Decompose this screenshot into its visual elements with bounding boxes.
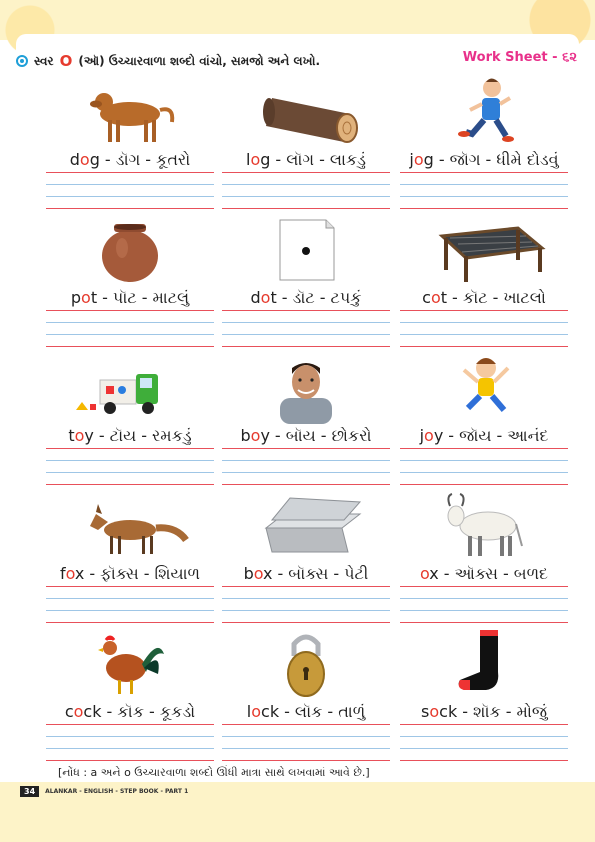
english-word <box>65 702 102 721</box>
writing-line <box>400 610 568 611</box>
word-prefix: c <box>422 288 431 307</box>
separator: - <box>443 564 450 583</box>
word-vowel: o <box>65 564 75 583</box>
writing-line <box>400 598 568 599</box>
word-vowel: o <box>251 702 262 721</box>
lock-icon <box>222 628 390 700</box>
word-vowel: o <box>81 288 91 307</box>
separator: - <box>327 702 334 721</box>
separator: - <box>104 150 111 169</box>
meaning: છોકરો <box>331 426 372 445</box>
instruction-prefix: સ્વર <box>34 53 54 68</box>
word-line <box>46 150 214 170</box>
separator: - <box>320 426 327 445</box>
separator: - <box>438 150 445 169</box>
writing-line <box>222 748 390 749</box>
english-word <box>244 564 273 583</box>
word-prefix: l <box>246 150 251 169</box>
meaning: ટપકું <box>330 288 362 307</box>
separator: - <box>462 702 468 721</box>
separator: - <box>284 702 290 721</box>
writing-line <box>400 484 568 485</box>
word-prefix: s <box>421 702 430 721</box>
writing-line <box>46 334 214 335</box>
meaning: આનંદ <box>507 426 549 445</box>
writing-line <box>222 598 390 599</box>
english-word <box>71 288 97 307</box>
writing-line <box>222 322 390 323</box>
writing-line <box>400 448 568 449</box>
writing-line <box>400 724 568 725</box>
word-prefix: j <box>409 150 414 169</box>
writing-line <box>222 586 390 587</box>
separator: - <box>485 150 492 169</box>
writing-line <box>222 196 390 197</box>
word-suffix: y <box>260 426 270 445</box>
separator: - <box>274 426 281 445</box>
english-word <box>247 702 279 721</box>
english-word <box>250 288 276 307</box>
meaning: મોજું <box>516 702 547 721</box>
writing-line <box>46 736 214 737</box>
separator: - <box>106 702 113 721</box>
separator: - <box>319 150 325 169</box>
writing-line <box>222 622 390 623</box>
word-vowel: o <box>413 150 424 169</box>
writing-line <box>46 586 214 587</box>
english-word <box>60 564 84 583</box>
word-vowel: o <box>260 288 271 307</box>
writing-line <box>400 586 568 587</box>
writing-line <box>222 208 390 209</box>
bullet-icon <box>16 55 28 67</box>
word-line <box>46 288 214 308</box>
word-line <box>222 702 390 722</box>
writing-line <box>46 448 214 449</box>
word-line <box>46 564 214 584</box>
writing-line <box>46 172 214 173</box>
sock-icon <box>400 628 568 700</box>
writing-line <box>46 208 214 209</box>
word-prefix: p <box>70 288 82 307</box>
instruction-vowel: O <box>59 52 73 70</box>
word-suffix: x <box>74 564 85 583</box>
writing-line <box>222 346 390 347</box>
word-suffix: g <box>260 150 271 169</box>
pronunciation: શૉક <box>473 702 501 721</box>
separator: - <box>141 426 147 445</box>
word-prefix: d <box>69 150 80 169</box>
writing-line <box>400 346 568 347</box>
pronunciation: લૉગ <box>286 150 315 169</box>
meaning: શિયાળ <box>154 564 201 583</box>
separator: - <box>275 150 282 169</box>
worksheet-label: Work Sheet - ૬૨ <box>462 50 577 65</box>
word-line <box>46 426 214 446</box>
english-word <box>68 426 94 445</box>
separator: - <box>319 288 326 307</box>
page-number: 34 <box>20 786 39 797</box>
separator: - <box>448 426 455 445</box>
word-suffix: ck <box>83 702 102 721</box>
word-vowel: o <box>424 426 434 445</box>
writing-line <box>46 598 214 599</box>
instruction <box>16 50 320 72</box>
writing-line <box>400 196 568 197</box>
dot-icon <box>222 214 390 286</box>
dog-icon <box>46 76 214 148</box>
word-vowel: o <box>430 288 441 307</box>
meaning: ખાટલો <box>503 288 546 307</box>
word-prefix: b <box>240 426 251 445</box>
writing-line <box>46 760 214 761</box>
word-prefix: d <box>250 288 261 307</box>
word-prefix: b <box>243 564 254 583</box>
instruction-text: (ઑ) ઉચ્ચારવાળા શબ્દો વાંચો, સમજો અને લખો. <box>78 53 321 68</box>
separator: - <box>452 288 458 307</box>
word-line <box>400 564 568 584</box>
cot-icon <box>400 214 568 286</box>
separator: - <box>281 288 288 307</box>
footer <box>20 786 188 797</box>
writing-line <box>46 472 214 473</box>
writing-line <box>400 184 568 185</box>
separator: - <box>102 288 108 307</box>
cock-icon <box>46 628 214 700</box>
separator: - <box>277 564 284 583</box>
word-line <box>400 150 568 170</box>
separator: - <box>145 150 152 169</box>
writing-line <box>222 184 390 185</box>
word-line <box>222 150 390 170</box>
ox-icon <box>400 490 568 562</box>
pronunciation: બૉય <box>285 426 316 445</box>
box-icon <box>222 490 390 562</box>
writing-line <box>46 460 214 461</box>
word-vowel: o <box>250 426 261 445</box>
meaning: લાકડું <box>329 150 366 169</box>
english-word <box>240 426 269 445</box>
word-prefix: f <box>59 564 66 583</box>
writing-line <box>46 310 214 311</box>
writing-line <box>222 334 390 335</box>
writing-line <box>46 196 214 197</box>
word-prefix: t <box>68 426 75 445</box>
meaning: કૂતરો <box>156 150 191 169</box>
meaning: રમકડું <box>152 426 192 445</box>
writing-line <box>46 748 214 749</box>
writing-line <box>222 172 390 173</box>
meaning: ધીમે દોડવું <box>496 150 559 169</box>
english-word <box>246 150 270 169</box>
writing-line <box>222 460 390 461</box>
pronunciation: ડૉગ <box>115 150 141 169</box>
word-vowel: o <box>74 426 85 445</box>
separator: - <box>89 564 96 583</box>
pronunciation: કૉટ <box>462 288 488 307</box>
word-suffix: g <box>423 150 434 169</box>
writing-line <box>46 622 214 623</box>
writing-line <box>222 448 390 449</box>
meaning: પેટી <box>344 564 369 583</box>
word-prefix: j <box>419 426 425 445</box>
writing-line <box>46 484 214 485</box>
word-line <box>46 702 214 722</box>
separator: - <box>98 426 105 445</box>
meaning: માટલું <box>152 288 190 307</box>
separator: - <box>143 564 150 583</box>
word-suffix: x <box>263 564 273 583</box>
writing-line <box>46 724 214 725</box>
word-suffix: ck <box>261 702 280 721</box>
word-line <box>400 702 568 722</box>
writing-line <box>400 472 568 473</box>
writing-line <box>222 484 390 485</box>
word-suffix: t <box>90 288 98 307</box>
writing-line <box>46 346 214 347</box>
toy-icon <box>46 352 214 424</box>
writing-line <box>400 760 568 761</box>
word-line <box>400 426 568 446</box>
word-prefix: l <box>246 702 252 721</box>
word-suffix: t <box>270 288 277 307</box>
writing-line <box>222 610 390 611</box>
writing-line <box>400 208 568 209</box>
pronunciation: ટૉય <box>109 426 137 445</box>
writing-line <box>46 322 214 323</box>
word-line <box>222 564 390 584</box>
writing-line <box>222 472 390 473</box>
word-suffix: y <box>84 426 94 445</box>
pronunciation: પૉટ <box>112 288 137 307</box>
separator: - <box>149 702 155 721</box>
joy-icon <box>400 352 568 424</box>
pronunciation: જૉગ <box>449 150 481 169</box>
writing-line <box>46 610 214 611</box>
writing-line <box>400 310 568 311</box>
english-word <box>420 564 439 583</box>
separator: - <box>492 288 499 307</box>
writing-line <box>400 172 568 173</box>
pronunciation: બૉક્સ <box>288 564 329 583</box>
separator: - <box>141 288 148 307</box>
pronunciation: ઑક્સ <box>454 564 498 583</box>
word-vowel: o <box>250 150 261 169</box>
separator: - <box>505 702 512 721</box>
writing-line <box>222 724 390 725</box>
word-vowel: o <box>419 564 430 583</box>
pot-icon <box>46 214 214 286</box>
english-word <box>420 426 444 445</box>
boy-icon <box>222 352 390 424</box>
writing-line <box>400 334 568 335</box>
word-line <box>400 288 568 308</box>
pronunciation: જૉય <box>459 426 492 445</box>
writing-line <box>222 310 390 311</box>
word-suffix: x <box>429 564 439 583</box>
word-suffix: ck <box>439 702 458 721</box>
pronunciation: લૉક <box>294 702 323 721</box>
english-word <box>422 288 447 307</box>
meaning: બળદ <box>513 564 548 583</box>
separator: - <box>333 564 340 583</box>
word-line <box>222 288 390 308</box>
word-vowel: o <box>73 702 84 721</box>
writing-line <box>400 460 568 461</box>
book-title: ALANKAR - ENGLISH - STEP BOOK - PART 1 <box>45 788 189 795</box>
meaning: કૂકડો <box>159 702 196 721</box>
english-word <box>421 702 457 721</box>
pronunciation: ડૉટ <box>292 288 315 307</box>
separator: - <box>502 564 509 583</box>
word-vowel: o <box>253 564 264 583</box>
word-vowel: o <box>429 702 440 721</box>
pronunciation: ફૉક્સ <box>100 564 139 583</box>
word-suffix: y <box>433 426 444 445</box>
writing-line <box>222 760 390 761</box>
word-prefix: c <box>64 702 74 721</box>
pronunciation: કૉક <box>117 702 144 721</box>
note: [નોંધ : a અને o ઉચ્ચારવાળા શબ્દો ઊંધી માત્રા સાથે લખવામાં આવે છે.] <box>58 766 370 779</box>
word-suffix: g <box>89 150 100 169</box>
writing-line <box>400 748 568 749</box>
word-line <box>222 426 390 446</box>
writing-line <box>400 622 568 623</box>
jog-icon <box>400 76 568 148</box>
english-word <box>409 150 433 169</box>
log-icon <box>222 76 390 148</box>
separator: - <box>496 426 503 445</box>
word-vowel: o <box>79 150 90 169</box>
writing-line <box>222 736 390 737</box>
writing-line <box>400 322 568 323</box>
word-suffix: t <box>440 288 448 307</box>
english-word <box>70 150 100 169</box>
writing-line <box>46 184 214 185</box>
writing-line <box>400 736 568 737</box>
fox-icon <box>46 490 214 562</box>
meaning: તાળું <box>338 702 366 721</box>
